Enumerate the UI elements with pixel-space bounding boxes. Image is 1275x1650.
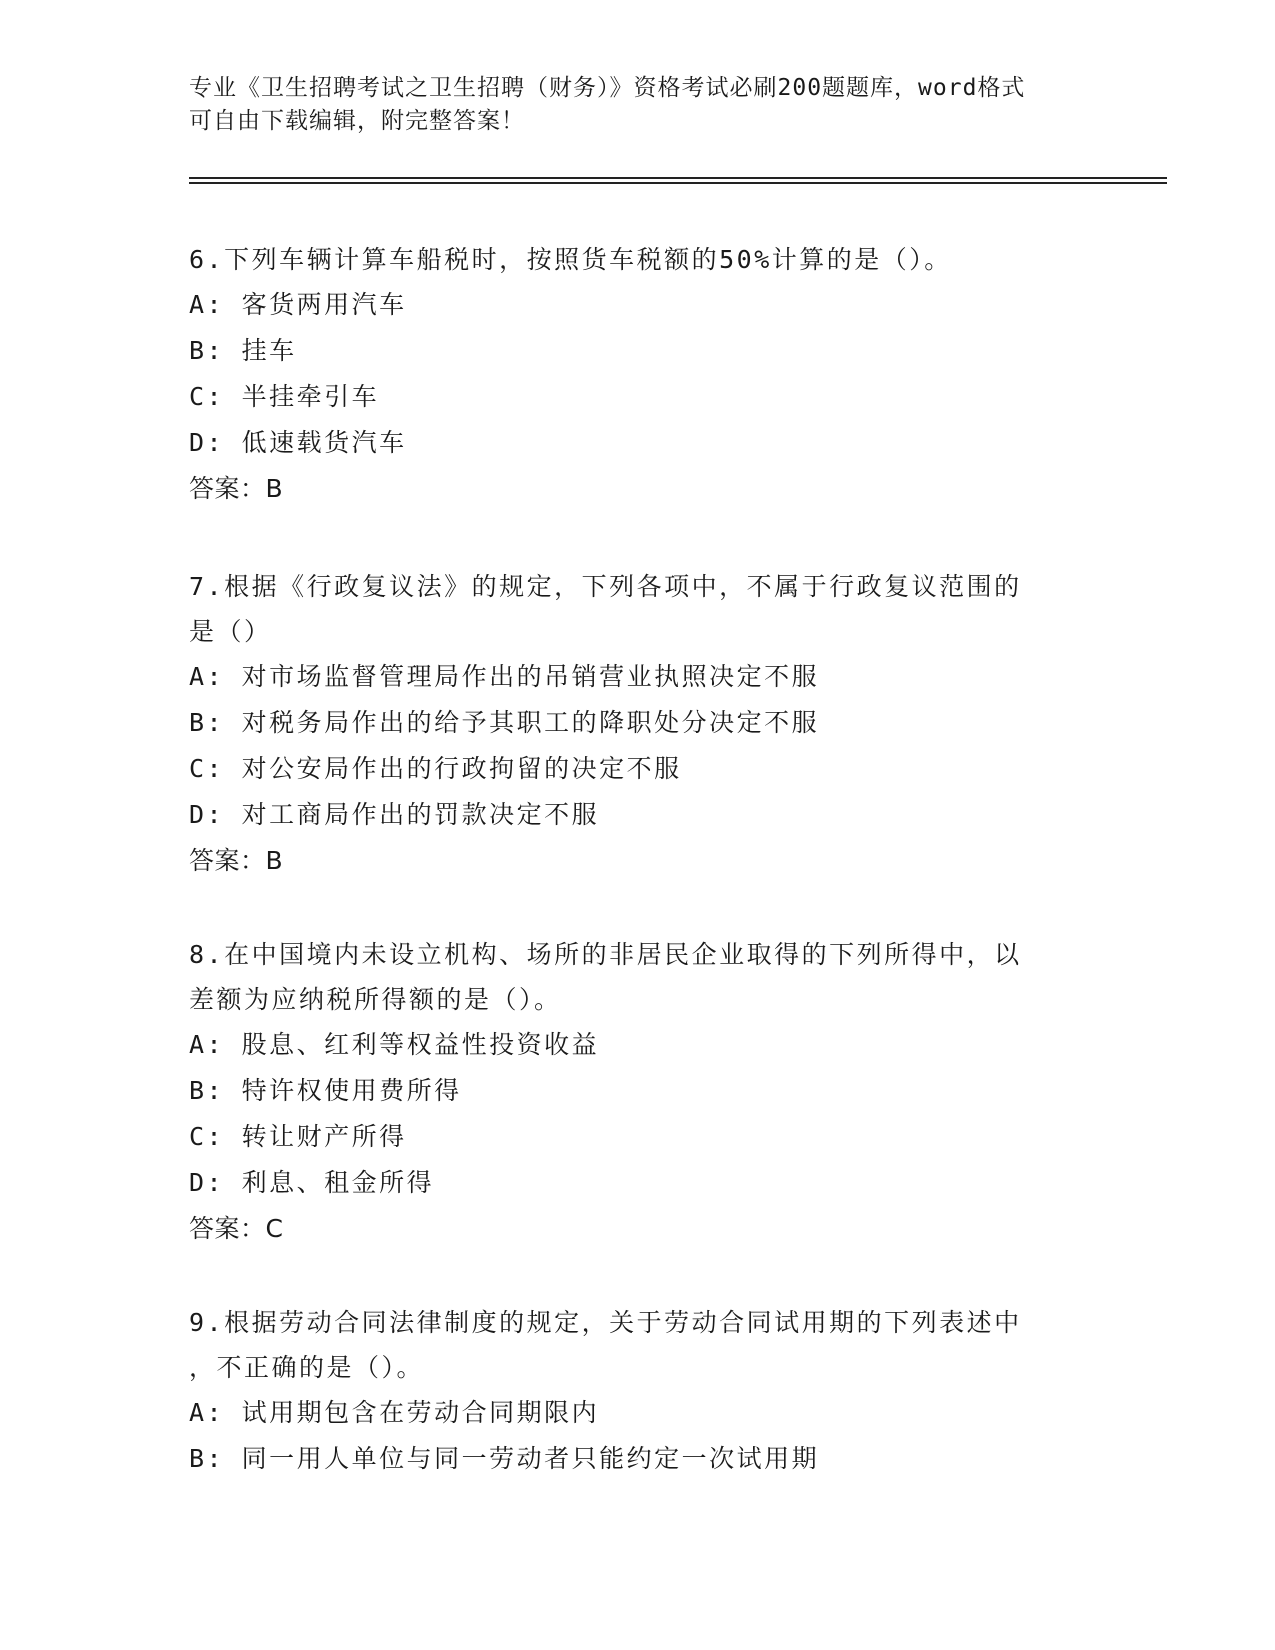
document-header [189, 72, 1089, 138]
option-b: B: 对税务局作出的给予其职工的降职处分决定不服 [189, 708, 820, 737]
option-a: A: 股息、红利等权益性投资收益 [189, 1030, 600, 1059]
option-a: A: 对市场监督管理局作出的吊销营业执照决定不服 [189, 662, 820, 691]
header-divider-bottom [189, 182, 1167, 184]
answer: 答案：C [189, 1214, 284, 1243]
option-a: A: 客货两用汽车 [189, 290, 407, 319]
answer: 答案：B [189, 474, 284, 503]
option-c: C: 转让财产所得 [189, 1122, 407, 1151]
option-c: C: 对公安局作出的行政拘留的决定不服 [189, 754, 682, 783]
answer: 答案：B [189, 846, 284, 875]
option-b: B: 挂车 [189, 336, 297, 365]
question-stem-line-2: 是（） [189, 617, 272, 646]
option-c: C: 半挂牵引车 [189, 382, 380, 411]
question-stem-line-1: 9.根据劳动合同法律制度的规定，关于劳动合同试用期的下列表述中 [189, 1308, 1022, 1337]
option-a: A: 试用期包含在劳动合同期限内 [189, 1398, 600, 1427]
question-stem: 6.下列车辆计算车船税时，按照货车税额的50%计算的是（）。 [189, 245, 952, 274]
question-6 [189, 237, 1089, 512]
option-d: D: 利息、租金所得 [189, 1168, 435, 1197]
question-stem-line-1: 8.在中国境内未设立机构、场所的非居民企业取得的下列所得中，以 [189, 940, 1022, 969]
header-divider-top [189, 177, 1167, 179]
header-line-2: 可自由下载编辑，附完整答案！ [189, 108, 525, 134]
question-8 [189, 932, 1089, 1252]
option-b: B: 特许权使用费所得 [189, 1076, 462, 1105]
question-7 [189, 564, 1089, 884]
question-stem-line-2: 差额为应纳税所得额的是（）。 [189, 985, 562, 1014]
option-b: B: 同一用人单位与同一劳动者只能约定一次试用期 [189, 1444, 820, 1473]
option-d: D: 对工商局作出的罚款决定不服 [189, 800, 600, 829]
question-9 [189, 1300, 1089, 1482]
question-stem-line-1: 7.根据《行政复议法》的规定，下列各项中，不属于行政复议范围的 [189, 572, 1022, 601]
option-d: D: 低速载货汽车 [189, 428, 407, 457]
question-stem-line-2: ，不正确的是（）。 [189, 1353, 425, 1382]
header-line-1: 专业《卫生招聘考试之卫生招聘（财务）》资格考试必刷200题题库，word格式 [189, 75, 1026, 101]
